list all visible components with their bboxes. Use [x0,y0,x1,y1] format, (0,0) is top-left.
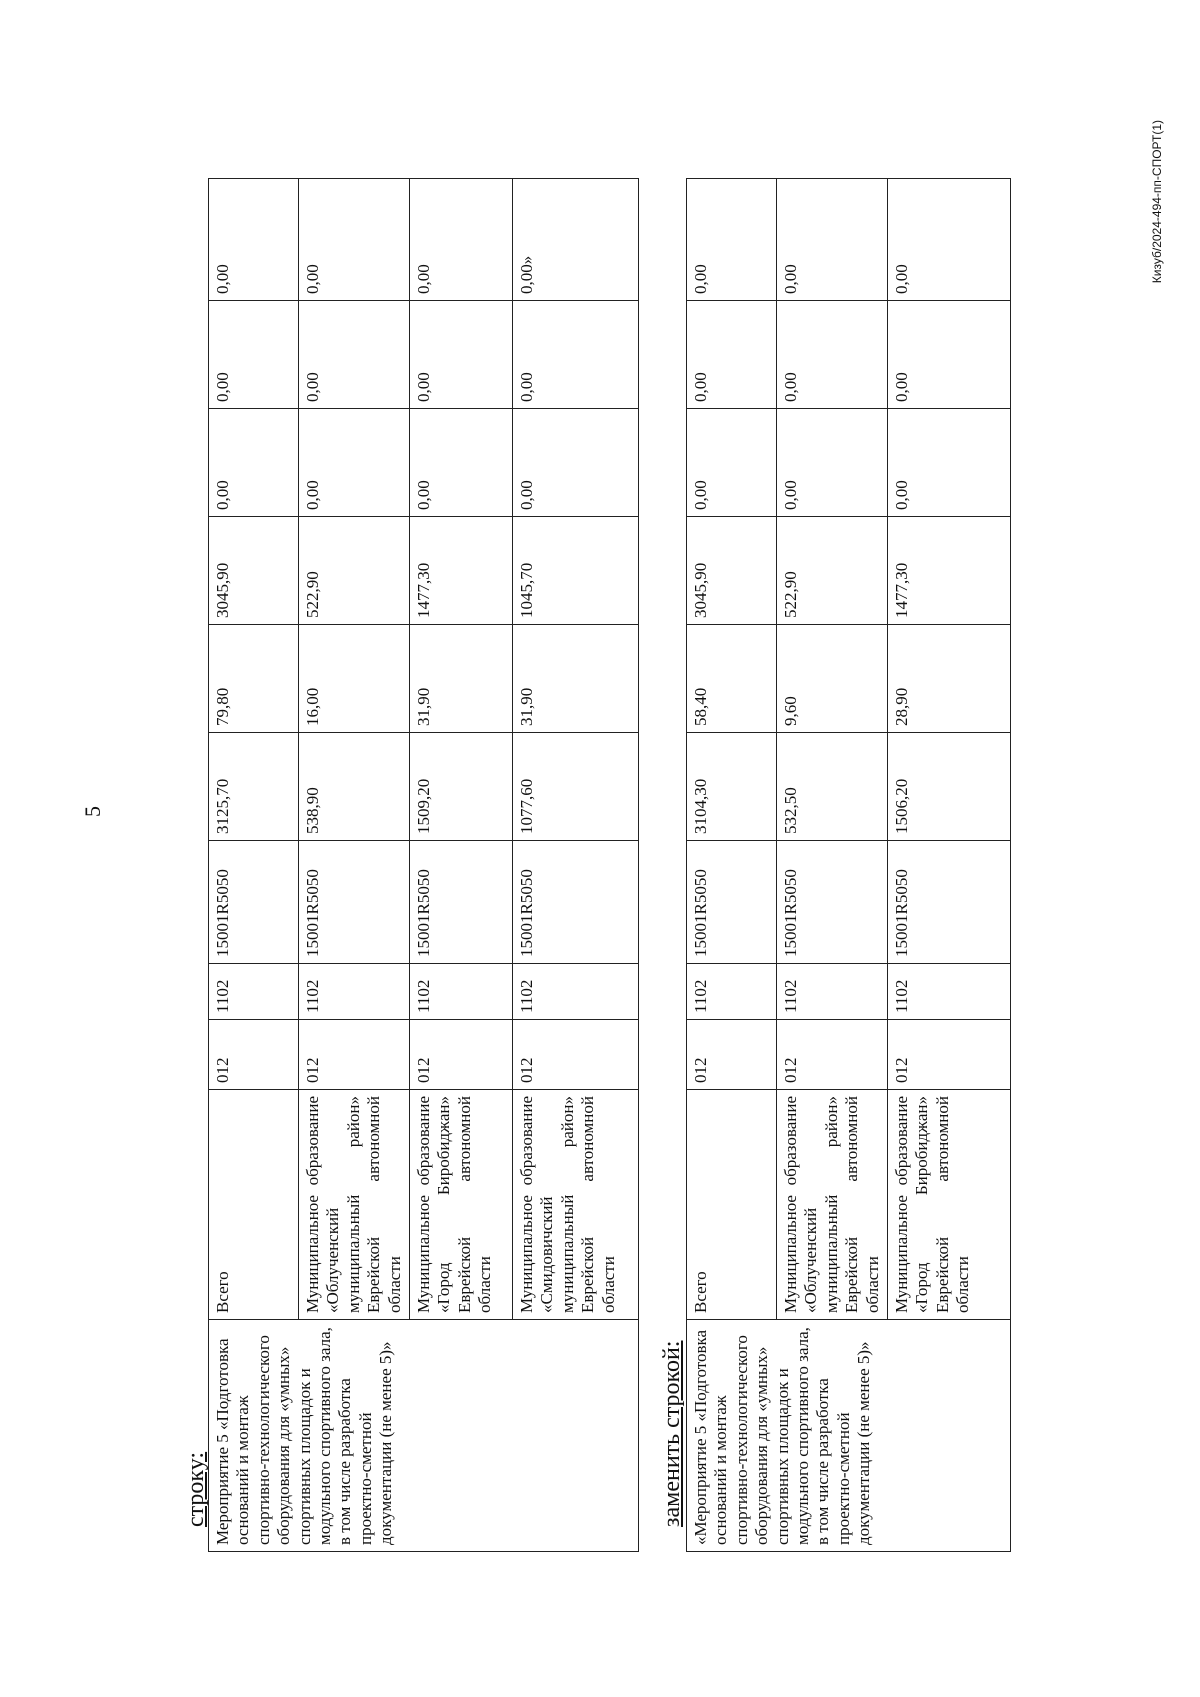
amount-cell: 0,00 [299,409,410,517]
event-name-cell: «Мероприятие 5 «Подготовка оснований и монтаж спортивно-технологического оборудования для «умных» спортивных площадок и модульного спортивного зала, в том числе разработка проектно-сметной документации (не менее 5)» [687,1320,1011,1552]
old-row-table [208,178,639,1552]
amount-cell: 0,00 [777,301,888,409]
section-code-cell: 1102 [209,964,299,1020]
amount-cell: 3045,90 [209,517,299,625]
amount-cell: 0,00 [777,179,888,301]
amount-cell: 16,00 [299,625,410,733]
amount-cell: 3104,30 [687,733,777,841]
section-code-cell: 1102 [512,964,638,1020]
ministry-code-cell: 012 [887,1020,1010,1090]
amount-cell: 0,00 [687,179,777,301]
target-code-cell: 15001R5050 [777,841,888,964]
ministry-code-cell: 012 [512,1020,638,1090]
amount-cell: 0,00 [209,409,299,517]
target-code-cell: 15001R5050 [299,841,410,964]
amount-cell: 0,00 [209,179,299,301]
section-code-cell: 1102 [887,964,1010,1020]
amount-cell: 0,00 [687,409,777,517]
target-code-cell: 15001R5050 [687,841,777,964]
recipient-cell: Всего [209,1090,299,1320]
amount-cell: 31,90 [409,625,512,733]
new-row-table [686,178,1011,1552]
amount-cell: 0,00 [299,301,410,409]
amount-cell: 0,00 [512,409,638,517]
amount-cell: 0,00 [299,179,410,301]
old-row-heading: строку: [183,1451,209,1527]
amount-cell: 0,00 [777,409,888,517]
amount-cell: 0,00 [512,301,638,409]
amount-cell: 0,00 [887,179,1010,301]
ministry-code-cell: 012 [409,1020,512,1090]
amount-cell: 0,00 [409,409,512,517]
amount-cell: 0,00 [409,179,512,301]
ministry-code-cell: 012 [299,1020,410,1090]
section-code-cell: 1102 [777,964,888,1020]
new-row-heading: заменить строкой: [659,1340,685,1527]
amount-cell: 3125,70 [209,733,299,841]
section-code-cell: 1102 [409,964,512,1020]
recipient-cell: Муниципальное образование «Облученский муниципальный район» Еврейской автономной области [299,1090,410,1320]
amount-cell: 0,00 [887,409,1010,517]
amount-cell: 3045,90 [687,517,777,625]
amount-cell: 0,00 [687,301,777,409]
amount-cell: 79,80 [209,625,299,733]
target-code-cell: 15001R5050 [887,841,1010,964]
amount-cell: 28,90 [887,625,1010,733]
section-code-cell: 1102 [687,964,777,1020]
section-code-cell: 1102 [299,964,410,1020]
amount-cell: 538,90 [299,733,410,841]
target-code-cell: 15001R5050 [512,841,638,964]
amount-cell: 1045,70 [512,517,638,625]
amount-cell: 532,50 [777,733,888,841]
ministry-code-cell: 012 [687,1020,777,1090]
recipient-cell: Муниципальное образование «Город Биробиджан» Еврейской автономной области [409,1090,512,1320]
amount-cell: 1506,20 [887,733,1010,841]
amount-cell: 1509,20 [409,733,512,841]
ministry-code-cell: 012 [777,1020,888,1090]
amount-cell: 1477,30 [409,517,512,625]
target-code-cell: 15001R5050 [209,841,299,964]
amount-cell: 31,90 [512,625,638,733]
amount-cell: 0,00» [512,179,638,301]
table-row [687,179,777,1552]
recipient-cell: Всего [687,1090,777,1320]
page-number: 5 [80,806,105,817]
ministry-code-cell: 012 [209,1020,299,1090]
amount-cell: 1077,60 [512,733,638,841]
target-code-cell: 15001R5050 [409,841,512,964]
amount-cell: 0,00 [409,301,512,409]
recipient-cell: Муниципальное образование «Облученский муниципальный район» Еврейской автономной области [777,1090,888,1320]
recipient-cell: Муниципальное образование «Город Биробиджан» Еврейской автономной области [887,1090,1010,1320]
amount-cell: 522,90 [299,517,410,625]
amount-cell: 522,90 [777,517,888,625]
amount-cell: 0,00 [209,301,299,409]
amount-cell: 58,40 [687,625,777,733]
amount-cell: 0,00 [887,301,1010,409]
event-name-cell: Мероприятие 5 «Подготовка оснований и монтаж спортивно-технологического оборудования для «умных» спортивных площадок и модульного спортивного зала, в том числе разработка проектно-сметной документации (не менее 5)» [209,1320,639,1552]
table-row [209,179,299,1552]
document-code: Кизуб/2024-494-пп-СПОРТ(1) [1150,120,1164,284]
amount-cell: 1477,30 [887,517,1010,625]
recipient-cell: Муниципальное образование «Смидовичский муниципальный район» Еврейской автономной области [512,1090,638,1320]
amount-cell: 9,60 [777,625,888,733]
